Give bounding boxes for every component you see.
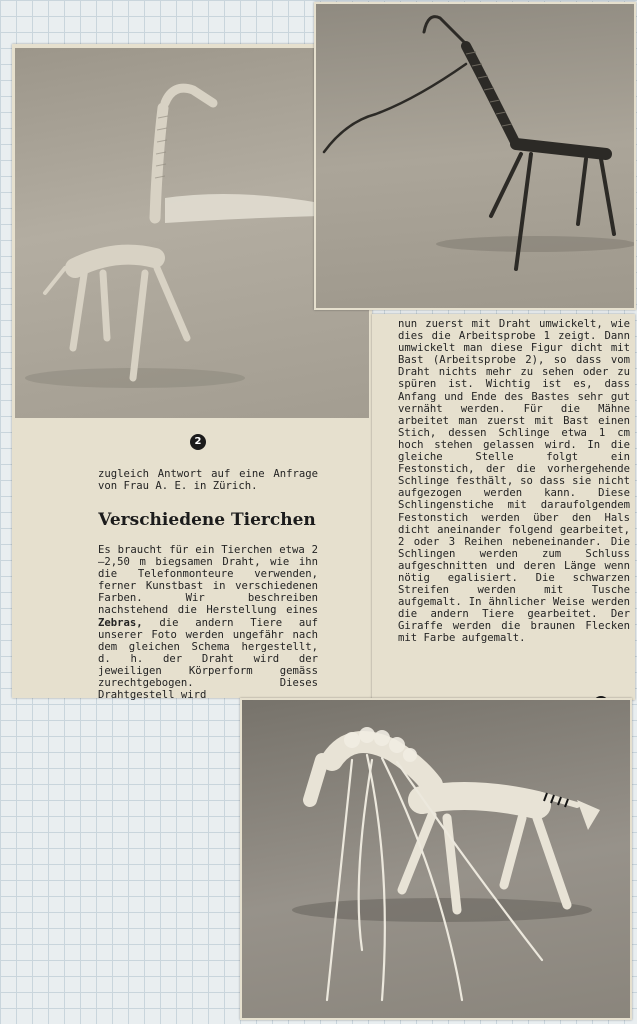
right-clipping (372, 314, 635, 700)
article-body-right-text: nun zuerst mit Draht umwickelt, wie dies die Arbeitsprobe 1 zeigt. Dann umwickelt man diese Figur dicht mit Bast (Arbeitsprobe 2), so dass vom Draht nichts mehr zu sehen oder zu spüren ist. Wichtig ist es, dass Anfang und Ende des Bastes sehr gut vernäht werden. Für die Mähne arbeitet man zuerst mit Bast einen Stich, dessen Schlinge etwa 1 cm hoch stehen gelassen wird. In die gleiche Stelle folgt ein Festonstich, der die vorhergehende Schlinge festhält, so dass sie nicht aufgezogen werden kann. Diese Schlingenstiche mit daraufolgendem Festonstich werden über den Hals dicht aneinander folgend gearbeitet, 2 oder 3 Reihen nebeneinander. Die Schlingen werden zum Schluss aufgeschnitten und deren Länge wenn nötig egalisiert. Die schwarzen Streifen werden mit Tusche aufgemalt. In ähnlicher Weise werden die andern Tiere gearbeitet. Der Giraffe werden die braunen Flecken mit Farbe aufgemalt. (398, 318, 630, 645)
top-right-clipping (314, 2, 636, 310)
figure-number-2: 2 (190, 434, 206, 450)
article-intro: zugleich Antwort auf eine Anfrage von Frau A. E. in Zürich. (98, 468, 318, 493)
article-body-bold-word: Zebras, (98, 616, 143, 629)
zebra-figure (242, 700, 630, 1018)
article-body-right (398, 318, 630, 645)
article-body-left (98, 544, 318, 701)
article-body-part2: die andern Tiere auf unserer Foto werden ungefähr nach dem gleichen Schema hergestellt, d. h. der Draht wird der jeweiligen Körperform gemäss zurechtgebogen. Dieses Drahtgestell wird (98, 616, 318, 702)
photo-giraffe-wire (316, 4, 634, 308)
article-headline: Verschiedene Tierchen (98, 510, 316, 530)
giraffe-wire-figure (316, 4, 634, 308)
left-article (98, 468, 318, 492)
photo-zebra (242, 700, 630, 1018)
article-body-part1: Es braucht für ein Tierchen etwa 2—2,50 m biegsamen Draht, wie ihn die Telefonmonteure verwenden, ferner Kunstbast in verschiedenen Farben. Wir beschreiben nachstehend die Herstellung eines (98, 544, 318, 617)
bottom-clipping (240, 698, 632, 1020)
article-body-left-text (98, 544, 318, 701)
